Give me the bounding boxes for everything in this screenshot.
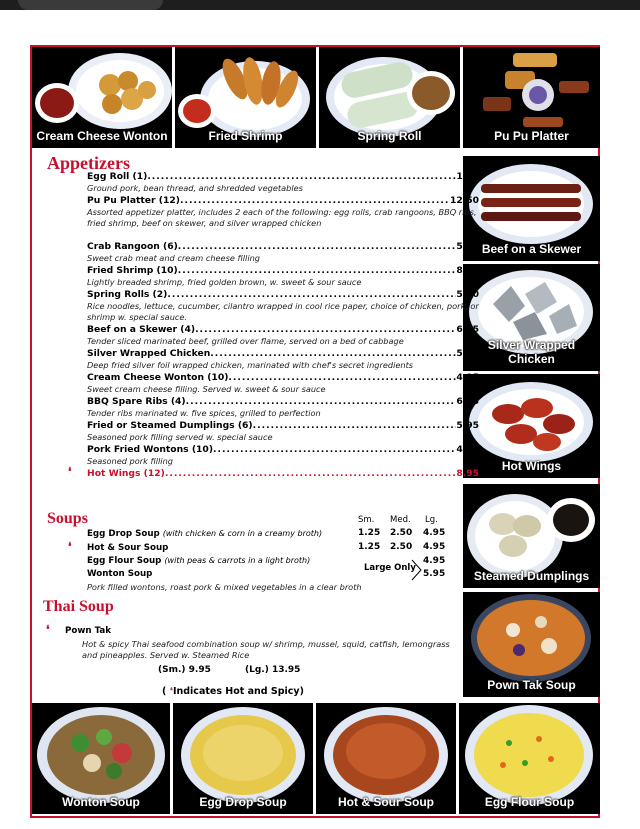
appetizer-price: 8.95: [456, 265, 479, 276]
appetizer-name: Pu Pu Platter (12): [87, 195, 180, 206]
egg-drop-soup-name: Egg Drop Soup: [87, 529, 160, 539]
dot-leader: [178, 241, 457, 252]
appetizer-price: 5.95: [456, 420, 479, 431]
dot-leader: [178, 265, 457, 276]
appetizer-item: [87, 348, 479, 359]
photo-spring-roll: [319, 47, 460, 148]
size-header-lg: Lg.: [425, 515, 438, 525]
appetizer-name: Fried or Steamed Dumplings (6): [87, 420, 253, 431]
caption: Silver Wrapped Chicken: [487, 338, 576, 366]
hot-sour-soup-name: Hot & Sour Soup: [87, 543, 169, 553]
hot-sour-price-lg: 4.95: [423, 542, 446, 552]
egg-flour-soup-row: [87, 556, 310, 566]
appetizer-name: Egg Roll (1): [87, 171, 148, 182]
appetizer-name: Hot Wings (12): [87, 468, 165, 479]
size-header-sm: Sm.: [358, 515, 375, 525]
photo-pown-tak-soup: [463, 592, 600, 697]
appetizer-item: [87, 265, 479, 276]
appetizer-desc: Seasoned pork filling served w. special sauce: [87, 432, 273, 442]
dot-leader: [147, 171, 456, 182]
pown-tak-price-small: (Sm.) 9.95: [158, 665, 211, 675]
egg-drop-price-med: 2.50: [390, 528, 413, 538]
pown-tak-price-large: (Lg.) 13.95: [245, 665, 301, 675]
egg-flour-soup-note: (with peas & carrots in a light broth): [164, 556, 311, 565]
appetizer-name: Fried Shrimp (10): [87, 265, 178, 276]
dot-leader: [195, 324, 456, 335]
appetizer-desc: Seasoned pork filling: [87, 456, 173, 466]
photo-wonton-soup: [32, 703, 170, 814]
appetizer-name: BBQ Spare Ribs (4): [87, 396, 186, 407]
appetizer-desc: Assorted appetizer platter, includes 2 each of the following: egg rolls, crab rangoons, BBQ ribs, fried shrimp, beef on skewer, and silver wrapped chicken: [87, 207, 477, 228]
appetizer-item: [87, 444, 479, 455]
egg-flour-soup-name: Egg Flour Soup: [87, 556, 162, 566]
pown-tak-desc: Hot & spicy Thai seafood combination soup w/ shrimp, mussel, squid, catfish, lemongrass and pineapples. Served w. Steamed Rice: [82, 639, 450, 660]
dot-leader: [228, 372, 456, 383]
menu-page: [30, 45, 600, 818]
photo-cream-cheese-wonton: [32, 47, 172, 148]
egg-drop-price-lg: 4.95: [423, 528, 446, 538]
appetizer-item: [87, 324, 479, 335]
appetizer-item: [87, 195, 479, 206]
browser-tab[interactable]: [18, 0, 163, 10]
appetizer-price: 1.50: [456, 171, 479, 182]
hot-pepper-icon: ❛: [68, 541, 72, 553]
egg-flour-price: 4.95: [423, 556, 446, 566]
caption: Egg Drop Soup: [199, 795, 287, 809]
legend-open-paren: (: [162, 686, 167, 697]
egg-drop-soup-note: (with chicken & corn in a creamy broth): [162, 529, 323, 538]
window-top-bar: [0, 0, 640, 10]
caption: Hot & Sour Soup: [338, 795, 434, 809]
hot-spicy-legend: [162, 686, 304, 697]
photo-egg-drop-soup: [173, 703, 313, 814]
appetizer-desc: Tender sliced marinated beef, grilled over flame, served on a bed of cabbage: [87, 336, 404, 346]
hot-sour-price-med: 2.50: [390, 542, 413, 552]
appetizer-name: Cream Cheese Wonton (10): [87, 372, 229, 383]
photo-steamed-dumplings: [463, 484, 600, 588]
appetizer-item: [87, 289, 479, 300]
appetizer-desc: Sweet crab meat and cream cheese filling: [87, 253, 260, 263]
pown-tak-name: Pown Tak: [65, 626, 112, 636]
photo-egg-flour-soup: [459, 703, 600, 814]
appetizer-price: 12.50: [449, 195, 479, 206]
appetizer-price: 8.95: [456, 468, 479, 479]
hot-pepper-icon: ❛: [68, 466, 72, 478]
egg-drop-soup-row: [87, 529, 322, 539]
dot-leader: [213, 444, 456, 455]
appetizer-item: [87, 396, 479, 407]
appetizer-price: 5.50: [456, 348, 479, 359]
dot-leader: [210, 348, 456, 359]
dot-leader: [167, 289, 456, 300]
appetizer-name: Pork Fried Wontons (10): [87, 444, 214, 455]
hot-pepper-icon: ❛: [46, 624, 50, 636]
dot-leader: [253, 420, 457, 431]
appetizer-price: 6.95: [456, 324, 479, 335]
appetizer-desc: Sweet cream cheese filling. Served w. sweet & sour sauce: [87, 384, 326, 394]
appetizer-desc: Deep fried silver foil wrapped chicken, marinated with chef's secret ingredients: [87, 360, 414, 370]
appetizer-desc: Tender ribs marinated w. five spices, grilled to perfection: [87, 408, 321, 418]
large-only-label: Large Only: [364, 563, 416, 573]
caption: Pown Tak Soup: [487, 678, 576, 692]
dot-leader: [186, 396, 457, 407]
wonton-soup-desc: Pork filled wontons, roast pork & mixed vegetables in a clear broth: [87, 582, 362, 592]
caption: Pu Pu Platter: [494, 129, 569, 143]
thai-soup-title: Thai Soup: [43, 598, 114, 615]
egg-drop-price-sm: 1.25: [358, 528, 381, 538]
appetizer-item: [87, 372, 479, 383]
photo-fried-shrimp: [175, 47, 316, 148]
appetizer-name: Silver Wrapped Chicken: [87, 348, 211, 359]
hot-sour-price-sm: 1.25: [358, 542, 381, 552]
wonton-soup-name: Wonton Soup: [87, 569, 153, 579]
appetizer-price: 4.50: [456, 444, 479, 455]
appetizer-item: [87, 420, 479, 431]
appetizer-item: [87, 241, 479, 252]
appetizer-name: Crab Rangoon (6): [87, 241, 178, 252]
caption: Steamed Dumplings: [473, 569, 590, 583]
caption: Beef on a Skewer: [481, 242, 582, 256]
photo-pu-pu-platter: [463, 47, 600, 148]
appetizer-price: 4.95: [456, 372, 479, 383]
appetizer-name: Spring Rolls (2): [87, 289, 168, 300]
appetizer-desc: Lightly breaded shrimp, fried golden brown, w. sweet & sour sauce: [87, 277, 362, 287]
caption: Egg Flour Soup: [484, 795, 575, 809]
caption: Spring Roll: [357, 129, 422, 143]
appetizer-desc: Ground pork, bean thread, and shredded vegetables: [87, 183, 303, 193]
appetizer-price: 6.95: [456, 396, 479, 407]
hot-pepper-icon: ❛: [169, 686, 173, 697]
caption: Fried Shrimp: [208, 129, 283, 143]
caption: Wonton Soup: [62, 795, 140, 809]
size-header-med: Med.: [390, 515, 411, 525]
bracket-arrow-icon: [411, 558, 423, 582]
appetizers-title: Appetizers: [47, 153, 130, 173]
appetizer-price: 5.50: [456, 289, 479, 300]
soups-title: Soups: [47, 510, 88, 527]
dot-leader: [165, 468, 456, 479]
appetizer-desc: Rice noodles, lettuce, cucumber, cilantro wrapped in cool rice paper, choice of chicken, pork, or shrimp w. special sauce.: [87, 301, 479, 322]
caption: Hot Wings: [501, 459, 562, 473]
photo-hot-sour-soup: [316, 703, 456, 814]
appetizer-item: [87, 468, 479, 479]
dot-leader: [180, 195, 450, 206]
caption: Cream Cheese Wonton: [36, 129, 168, 143]
wonton-soup-price: 5.95: [423, 569, 446, 579]
appetizer-price: 5.95: [456, 241, 479, 252]
appetizer-item: [87, 171, 479, 182]
legend-text: Indicates Hot and Spicy): [172, 686, 304, 697]
appetizer-name: Beef on a Skewer (4): [87, 324, 196, 335]
